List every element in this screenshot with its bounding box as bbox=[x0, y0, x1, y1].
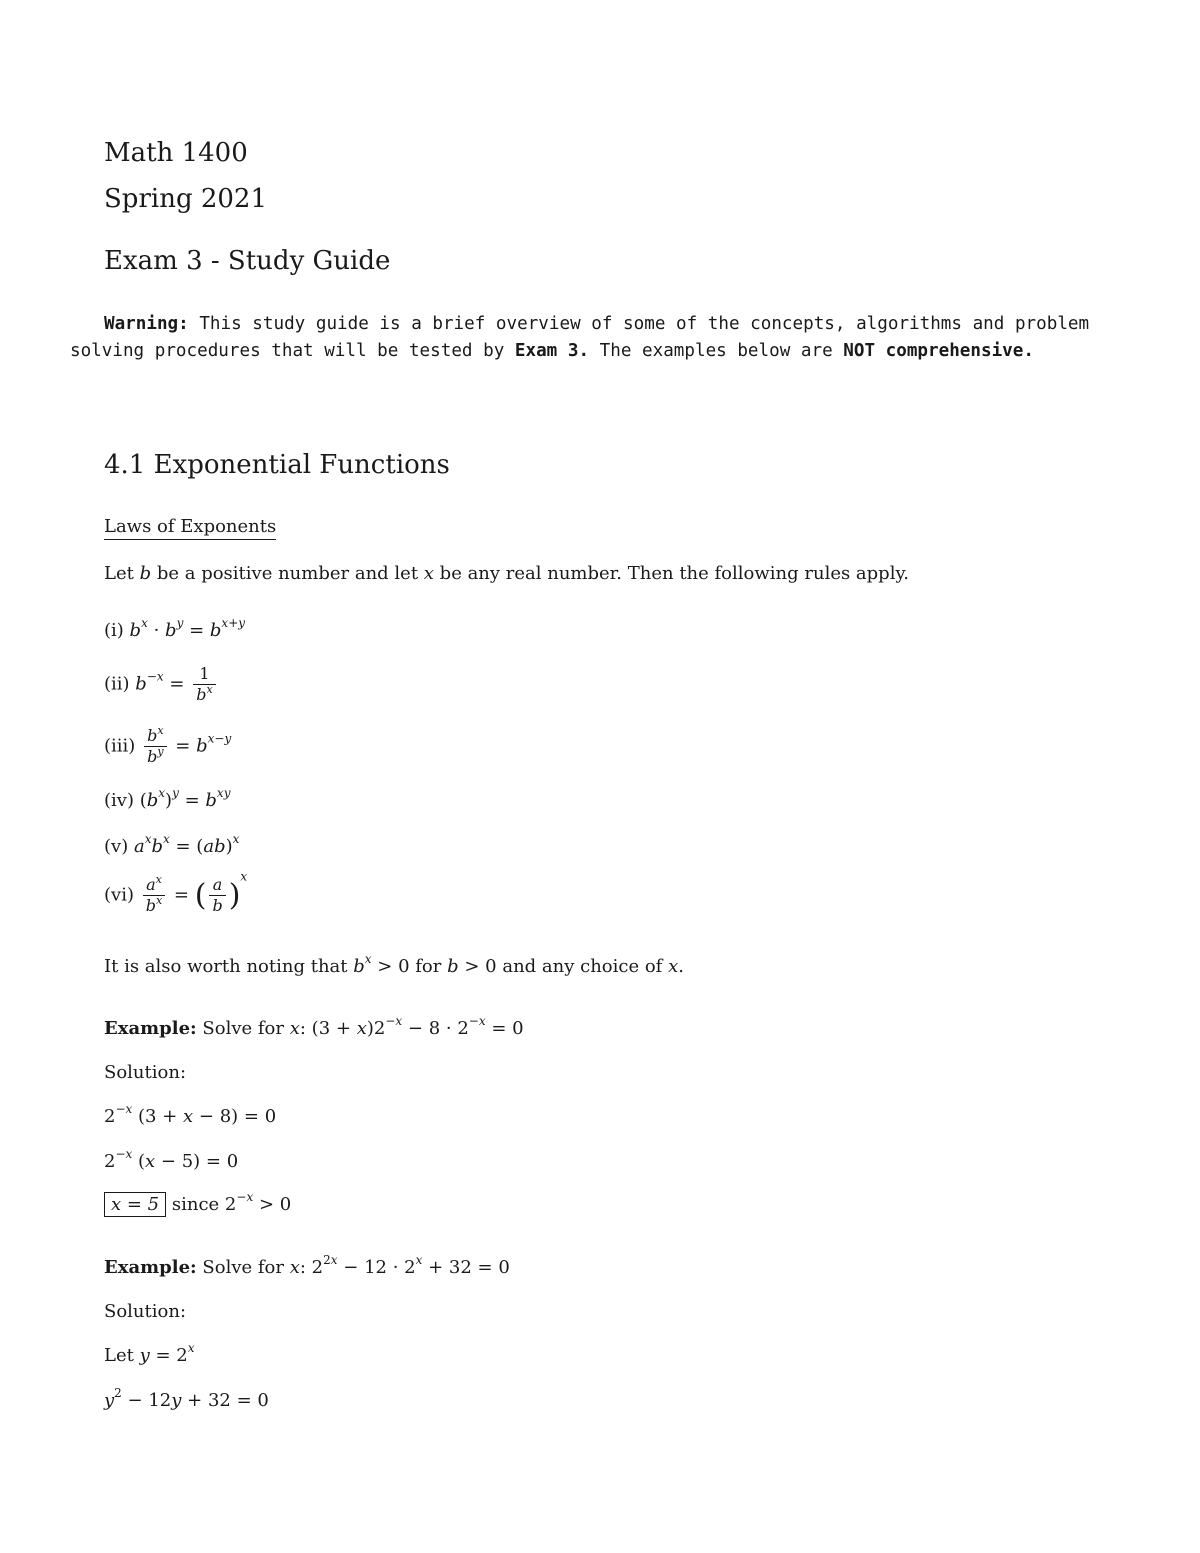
subheading bbox=[104, 516, 276, 537]
example-1: Example: Solve for x: $(3 + x)2^{-x} - 8 \cdot 2^{-x} = 0$ bbox=[104, 1014, 524, 1039]
example-2-solution-label: Solution: bbox=[104, 1301, 187, 1322]
subheading-text: Laws of Exponents bbox=[104, 516, 276, 540]
fraction: $\frac{1}{b^x}$ bbox=[193, 664, 215, 705]
rule-vi: (vi) $\frac{a^x}{b^x}$ = ( $\frac{a}{b}$ )$^x$ bbox=[104, 869, 248, 915]
example-2: Example: Solve for x: $2^{2x} - 12 \cdot 2^x + 32 = 0$ bbox=[104, 1253, 510, 1278]
page-title: Exam 3 - Study Guide bbox=[104, 246, 391, 276]
example-1-solution-label: Solution: bbox=[104, 1062, 187, 1083]
term: Spring 2021 bbox=[104, 184, 268, 214]
warning-text-2a: solving procedures that will be tested by bbox=[70, 341, 505, 361]
rule-i: (i) $b^x \cdot b^y = b^{x+y}$ bbox=[104, 616, 246, 641]
section-heading: 4.1 Exponential Functions bbox=[104, 450, 450, 480]
warning-line-1 bbox=[104, 314, 1089, 334]
boxed-answer: x = 5 bbox=[104, 1192, 166, 1217]
note-text: It is also worth noting that $b^x > 0$ for b > 0 and any choice of x. bbox=[104, 952, 684, 977]
fraction: $\frac{a^x}{b^x}$ bbox=[143, 875, 165, 916]
fraction: $\frac{a}{b}$ bbox=[209, 875, 225, 916]
intro-text: Let b be a positive number and let x be any real number. Then the following rules apply. bbox=[104, 563, 909, 584]
warning-text-1: This study guide is a brief overview of some of the concepts, algorithms and problem bbox=[199, 314, 1090, 334]
example-2-step-2: $y^2 - 12y + 32 = 0$ bbox=[104, 1386, 269, 1411]
example-2-step-1: Let $y = 2^x$ bbox=[104, 1341, 195, 1366]
example-1-answer: x = 5 since $2^{-x} > 0$ bbox=[104, 1194, 291, 1215]
warning-line-2 bbox=[70, 341, 1034, 361]
warning-not: NOT bbox=[843, 341, 876, 361]
rule-iv: (iv) $(b^x)^y = b^{xy}$ bbox=[104, 786, 231, 811]
rule-ii: (ii) $b^{-x}$ = $\frac{1}{b^x}$ bbox=[104, 664, 219, 705]
warning-label: Warning: bbox=[104, 314, 189, 334]
warning-comprehensive: comprehensive. bbox=[885, 341, 1034, 361]
fraction: $\frac{b^x}{b^y}$ bbox=[144, 726, 166, 767]
rule-v: (v) $a^xb^x = (ab)^x$ bbox=[104, 832, 240, 857]
example-1-step-2: $2^{-x}$ (x − 5) = 0 bbox=[104, 1147, 239, 1172]
course-title: Math 1400 bbox=[104, 138, 248, 168]
rule-iii: (iii) $\frac{b^x}{b^y}$ = $b^{x-y}$ bbox=[104, 724, 232, 766]
warning-text-2b: The examples below are bbox=[599, 341, 833, 361]
warning-exam: Exam 3. bbox=[514, 341, 590, 361]
example-1-step-1: $2^{-x}$ (3 + x − 8) = 0 bbox=[104, 1102, 277, 1127]
